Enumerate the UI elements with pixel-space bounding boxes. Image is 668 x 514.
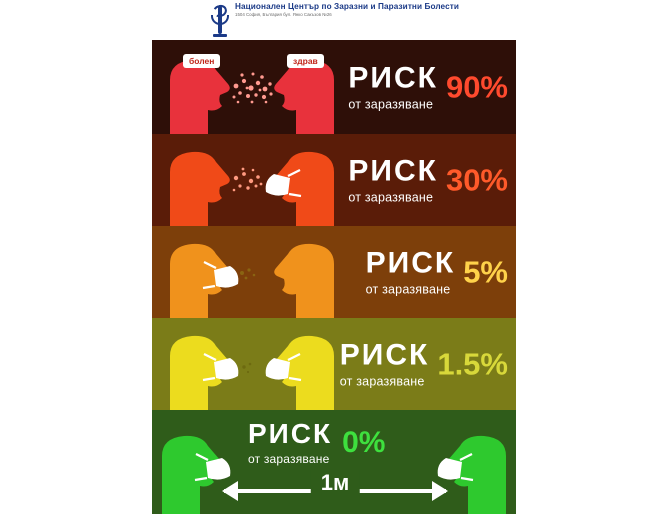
arrow-right-icon bbox=[432, 481, 448, 501]
risk-block bbox=[248, 420, 385, 465]
organization-text bbox=[235, 3, 459, 18]
risk-word: РИСК bbox=[348, 61, 438, 95]
risk-block bbox=[348, 63, 508, 111]
head-pair-illustration bbox=[152, 318, 352, 410]
risk-caption: от заразяване bbox=[248, 452, 330, 466]
risk-caption: от заразяване bbox=[365, 282, 451, 297]
arrow-left-icon bbox=[222, 481, 238, 501]
risk-block bbox=[366, 248, 508, 296]
label-healthy: здрав bbox=[287, 54, 324, 68]
risk-caption: от заразяване bbox=[348, 190, 434, 205]
head-pair-illustration bbox=[152, 226, 352, 318]
risk-row-no-masks bbox=[152, 40, 516, 134]
risk-row-both-masked-distanced bbox=[152, 410, 516, 514]
risk-text-group bbox=[248, 420, 332, 465]
risk-word: РИСК bbox=[348, 154, 438, 188]
asclepius-rod-icon bbox=[209, 3, 231, 37]
infographic-board bbox=[152, 40, 516, 514]
distance-label: 1м bbox=[311, 470, 360, 496]
risk-word: РИСК bbox=[248, 418, 333, 449]
organization-title: Национален Център по Заразни и Паразитни Болести bbox=[235, 2, 459, 11]
risk-word: РИСК bbox=[339, 338, 430, 372]
risk-row-sender-masked bbox=[152, 226, 516, 318]
risk-word: РИСК bbox=[365, 246, 456, 280]
risk-text-group bbox=[348, 156, 438, 204]
risk-block bbox=[348, 156, 508, 204]
risk-value: 5% bbox=[463, 254, 508, 289]
organization-address: 1504 София, България бул. Янко Сакъзов №26 bbox=[235, 12, 332, 18]
organization-header bbox=[0, 0, 668, 40]
risk-value: 30% bbox=[445, 162, 508, 197]
risk-text-group bbox=[348, 63, 438, 111]
risk-row-receiver-masked bbox=[152, 134, 516, 226]
risk-caption: от заразяване bbox=[348, 97, 434, 112]
risk-text-group bbox=[366, 248, 456, 296]
risk-block bbox=[340, 340, 508, 388]
risk-caption: от заразяване bbox=[339, 374, 425, 389]
label-sick: болен bbox=[183, 54, 220, 68]
risk-value: 1.5% bbox=[437, 346, 508, 381]
distance-indicator bbox=[224, 470, 446, 504]
head-pair-illustration bbox=[152, 134, 352, 226]
risk-text-group bbox=[340, 340, 430, 388]
risk-row-both-masked bbox=[152, 318, 516, 410]
risk-value: 90% bbox=[445, 69, 508, 104]
risk-value: 0% bbox=[342, 425, 386, 459]
